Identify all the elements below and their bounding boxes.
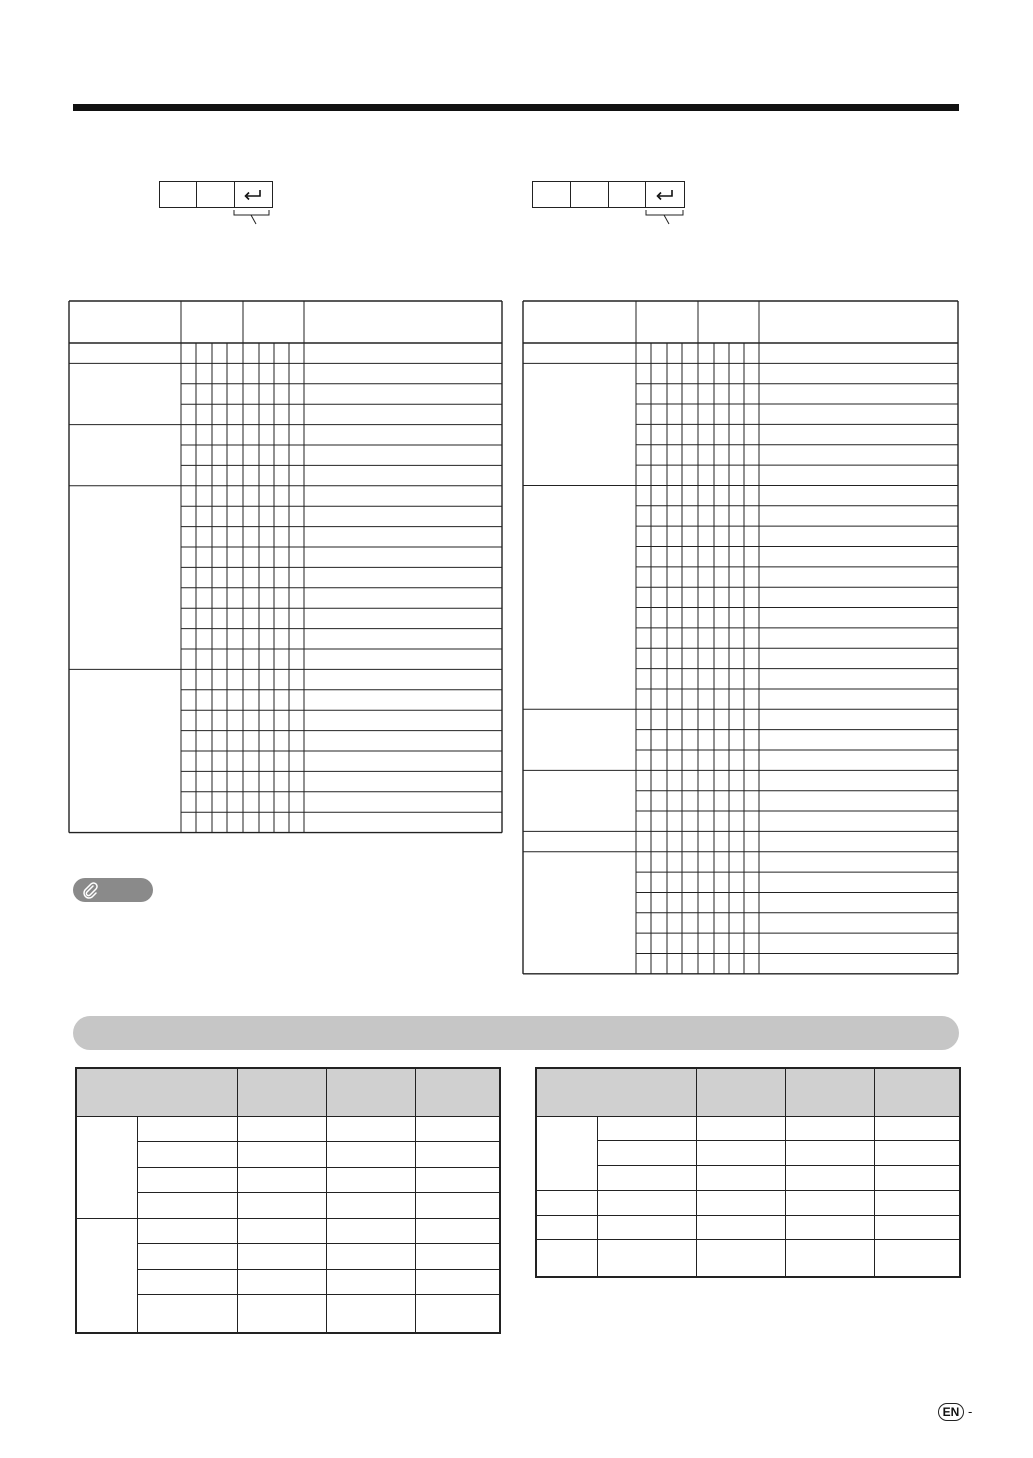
group-cell — [536, 1215, 597, 1240]
table-cell — [237, 1295, 326, 1333]
control-table-left — [69, 301, 503, 833]
note-badge — [73, 878, 153, 902]
table-cell — [874, 1240, 960, 1277]
command-char-cell — [160, 182, 197, 207]
table-cell — [326, 1167, 415, 1193]
table-cell — [137, 1295, 237, 1333]
table-cell — [597, 1116, 696, 1141]
table-cell — [785, 1166, 874, 1191]
table-cell — [237, 1244, 326, 1270]
table-cell — [415, 1269, 500, 1295]
table-cell — [597, 1190, 696, 1215]
table-cell — [137, 1269, 237, 1295]
command-format-left — [159, 181, 273, 208]
table-cell — [237, 1142, 326, 1168]
table-cell — [415, 1116, 500, 1142]
command-char-cell — [571, 182, 609, 207]
table-cell — [415, 1167, 500, 1193]
table-cell — [696, 1190, 785, 1215]
table-cell — [785, 1116, 874, 1141]
table-cell — [137, 1193, 237, 1219]
table-cell — [137, 1142, 237, 1168]
table-cell — [696, 1141, 785, 1166]
table-cell — [597, 1166, 696, 1191]
language-badge: EN — [938, 1403, 964, 1421]
header-rule — [73, 104, 959, 111]
table-cell — [874, 1190, 960, 1215]
header-cell — [326, 1068, 415, 1116]
table-cell — [696, 1166, 785, 1191]
table-cell — [696, 1215, 785, 1240]
table-cell — [696, 1116, 785, 1141]
table-cell — [415, 1218, 500, 1244]
table-cell — [415, 1193, 500, 1219]
table-cell — [874, 1215, 960, 1240]
enter-return-icon — [646, 182, 684, 207]
table-cell — [137, 1116, 237, 1142]
table-cell — [874, 1166, 960, 1191]
command-char-cell — [609, 182, 647, 207]
table-cell — [326, 1295, 415, 1333]
table-cell — [237, 1167, 326, 1193]
signal-table-left — [75, 1067, 501, 1334]
table-cell — [237, 1193, 326, 1219]
table-cell — [326, 1218, 415, 1244]
table-cell — [326, 1193, 415, 1219]
command-char-cell — [197, 182, 234, 207]
group-cell — [536, 1240, 597, 1277]
group-cell — [76, 1218, 137, 1333]
table-cell — [415, 1244, 500, 1270]
header-cell — [415, 1068, 500, 1116]
table-cell — [137, 1244, 237, 1270]
signal-table-right — [535, 1067, 961, 1278]
table-cell — [415, 1142, 500, 1168]
paperclip-icon — [81, 881, 99, 899]
table-cell — [597, 1141, 696, 1166]
table-cell — [137, 1167, 237, 1193]
table-cell — [326, 1244, 415, 1270]
table-cell — [874, 1116, 960, 1141]
table-cell — [237, 1116, 326, 1142]
header-cell — [237, 1068, 326, 1116]
group-cell — [536, 1116, 597, 1190]
page-number-suffix: - — [968, 1404, 973, 1419]
table-cell — [326, 1116, 415, 1142]
table-cell — [785, 1215, 874, 1240]
command-format-right — [532, 181, 685, 208]
table-cell — [597, 1240, 696, 1277]
table-cell — [137, 1218, 237, 1244]
table-cell — [326, 1269, 415, 1295]
table-cell — [237, 1218, 326, 1244]
enter-bracket-right — [644, 208, 686, 228]
table-cell — [237, 1269, 326, 1295]
header-cell — [536, 1068, 696, 1116]
command-char-cell — [533, 182, 571, 207]
table-cell — [874, 1141, 960, 1166]
header-cell — [696, 1068, 785, 1116]
group-cell — [76, 1116, 137, 1218]
table-cell — [696, 1240, 785, 1277]
table-cell — [785, 1141, 874, 1166]
table-cell — [597, 1215, 696, 1240]
enter-bracket-left — [232, 208, 274, 228]
header-cell — [874, 1068, 960, 1116]
control-table-right — [523, 301, 959, 974]
table-cell — [415, 1295, 500, 1333]
table-cell — [785, 1190, 874, 1215]
table-cell — [785, 1240, 874, 1277]
table-cell — [326, 1142, 415, 1168]
header-cell — [76, 1068, 237, 1116]
section-heading-bar — [73, 1016, 959, 1050]
header-cell — [785, 1068, 874, 1116]
group-cell — [536, 1190, 597, 1215]
enter-return-icon — [235, 182, 272, 207]
